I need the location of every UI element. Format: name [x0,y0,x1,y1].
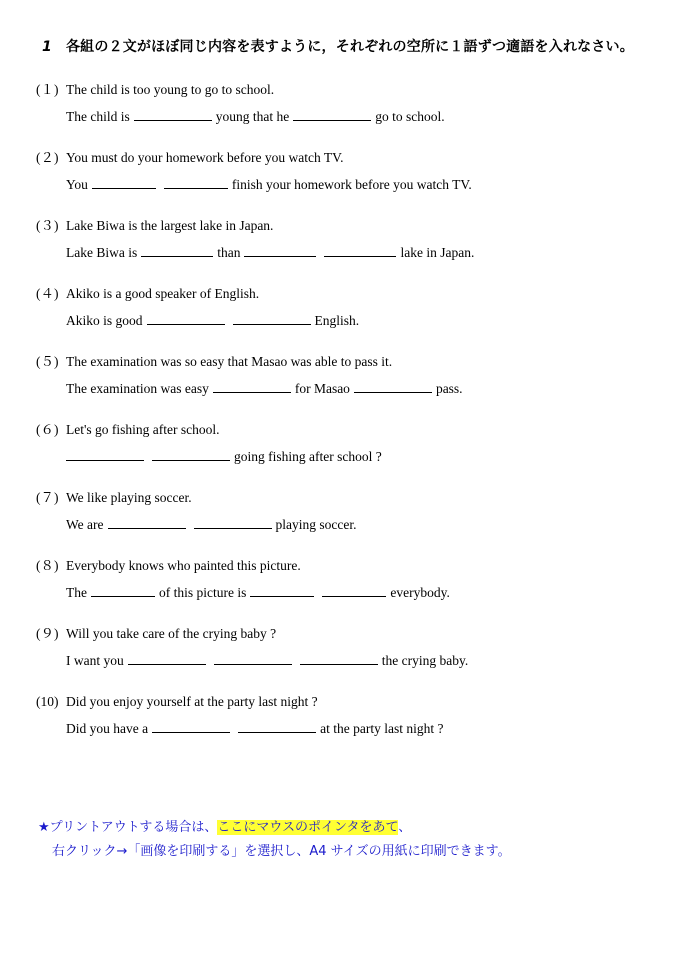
question-number: (１) [36,82,59,97]
question-10 [36,692,656,738]
answer-blank[interactable] [141,242,213,257]
question-sentence: Akiko is a good speaker of English. [66,286,260,301]
answer-blank[interactable] [322,582,386,597]
answer-text: We are [66,517,104,532]
question-number: (２) [36,150,59,165]
question-sentence: Everybody knows who painted this picture. [66,558,301,573]
question-5 [36,352,656,398]
answer-text: The examination was easy [66,381,209,396]
answer-blank[interactable] [164,174,228,189]
answer-text: lake in Japan. [400,245,475,260]
question-number: (６) [36,422,59,437]
question-sentence: We like playing soccer. [66,490,192,505]
question-number: (８) [36,558,59,573]
answer-blank[interactable] [66,446,144,461]
answer-text: The [66,585,87,600]
exercise-number: 1 [42,39,52,55]
answer-text: everybody. [390,585,450,600]
exercise-title [42,36,634,56]
question-1 [36,80,656,126]
question-number: (７) [36,490,59,505]
answer-text: finish your homework before you watch TV. [231,177,472,192]
question-8 [36,556,656,602]
answer-blank[interactable] [233,310,311,325]
question-3 [36,216,656,262]
answer-blank[interactable] [91,582,155,597]
answer-blank[interactable] [194,514,272,529]
question-number: (５) [36,354,59,369]
print-note: ★プリントアウトする場合は、 [38,820,218,835]
answer-text: the crying baby. [381,653,469,668]
answer-blank[interactable] [300,650,378,665]
answer-blank[interactable] [152,718,230,733]
question-sentence: Did you enjoy yourself at the party last night ? [66,694,318,709]
answer-blank[interactable] [293,106,371,121]
answer-blank[interactable] [250,582,314,597]
print-steps: 右クリック→「画像を印刷する」を選択し、A4 サイズの用紙に印刷できます。 [52,844,511,859]
answer-blank[interactable] [324,242,396,257]
question-sentence: The child is too young to go to school. [66,82,275,97]
answer-text: You [66,177,88,192]
print-hover-target[interactable]: ここにマウスのポインタをあて [217,820,399,835]
question-number: (３) [36,218,59,233]
question-2 [36,148,656,194]
answer-blank[interactable] [92,174,156,189]
answer-text: going fishing after school ? [234,449,382,464]
answer-text: than [217,245,241,260]
answer-text: pass. [435,381,463,396]
answer-text: for Masao [294,381,350,396]
question-number: (４) [36,286,59,301]
print-instructions [38,816,511,864]
question-sentence: Will you take care of the crying baby ? [66,626,277,641]
answer-blank[interactable] [108,514,186,529]
answer-text: I want you [66,653,124,668]
answer-blank[interactable] [213,378,291,393]
answer-blank[interactable] [134,106,212,121]
answer-blank[interactable] [128,650,206,665]
answer-text: Did you have a [66,721,149,736]
question-7 [36,488,656,534]
answer-text: playing soccer. [275,517,357,532]
question-4 [36,284,656,330]
question-sentence: Let's go fishing after school. [66,422,220,437]
answer-text: Akiko is good [66,313,143,328]
exercise-instruction: 各組の２文がほぼ同じ内容を表すように，それぞれの空所に１語ずつ適語を入れなさい。 [65,39,634,55]
question-number: (10) [36,694,59,709]
answer-blank[interactable] [244,242,316,257]
answer-text: Lake Biwa is [66,245,138,260]
question-sentence: The examination was so easy that Masao was able to pass it. [66,354,393,369]
answer-blank[interactable] [214,650,292,665]
answer-text: The child is [66,109,130,124]
answer-text: of this picture is [159,585,247,600]
print-note-tail: 、 [398,820,412,835]
answer-text: go to school. [375,109,445,124]
answer-blank[interactable] [152,446,230,461]
answer-text: young that he [215,109,290,124]
question-number: (９) [36,626,59,641]
question-sentence: Lake Biwa is the largest lake in Japan. [66,218,274,233]
question-9 [36,624,656,670]
answer-text: English. [314,313,360,328]
question-sentence: You must do your homework before you watch TV. [66,150,344,165]
answer-blank[interactable] [238,718,316,733]
answer-text: at the party last night ? [320,721,444,736]
question-6 [36,420,656,466]
answer-blank[interactable] [147,310,225,325]
answer-blank[interactable] [354,378,432,393]
